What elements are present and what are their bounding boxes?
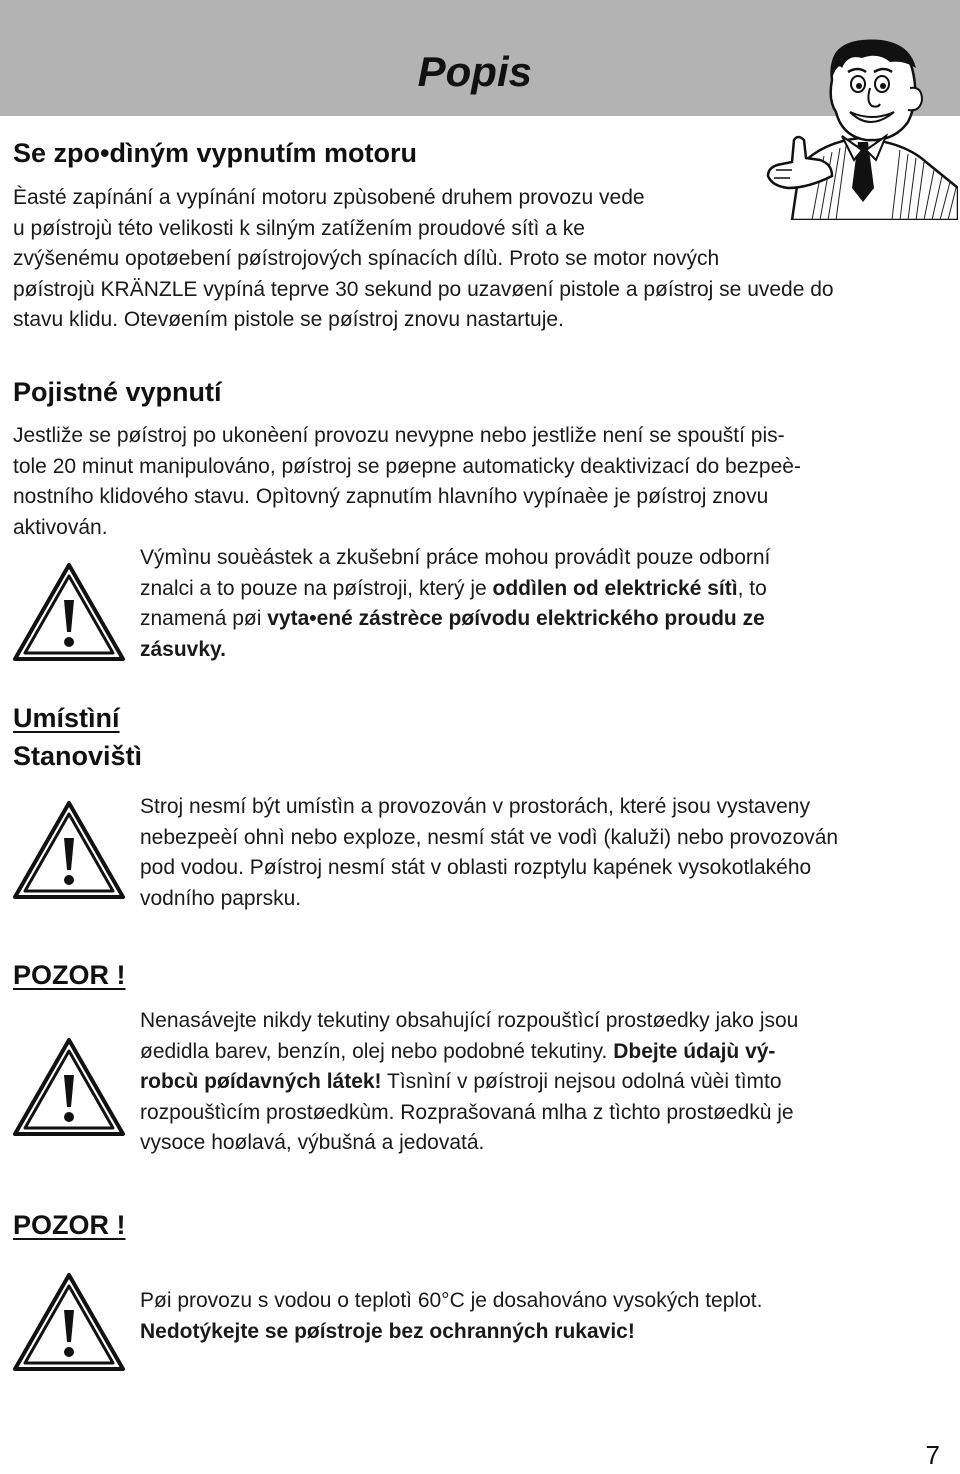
page-number: 7 — [925, 1440, 940, 1470]
text-line: nebezpeèí ohnì nebo exploze, nesmí stát ve vodì (kaluži) nebo provozován — [140, 825, 839, 849]
text-line: stavu klidu. Otevøením pistole se pøístroj znovu nastartuje. — [13, 308, 564, 332]
page-title: Popis — [417, 48, 532, 95]
paragraph-auto-off-cont — [13, 275, 953, 336]
text-line: vodního paprsku. — [140, 886, 302, 910]
warning-triangle-icon — [12, 562, 126, 662]
section-heading-auto-off: Se zpo•dìným vypnutím motoru — [13, 138, 417, 168]
text-line: znamená pøi vyta•ené zástrèce pøívodu elektrického proudu ze — [140, 607, 765, 631]
text-line: zvýšenému opotøebení pøístrojových spínacích dílù. Proto se motor nových — [13, 247, 720, 271]
text-line: pøístrojù KRÄNZLE vypíná teprve 30 sekund po uzavøení pistole a pøístroj se uvede do — [13, 277, 834, 301]
paragraph-placement — [140, 792, 950, 914]
section-heading-safety-off: Pojistné vypnutí — [13, 377, 222, 407]
text-line: øedidla barev, benzín, olej nebo podobné tekutiny. Dbejte údajù vý- — [140, 1039, 776, 1063]
paragraph-caution-solvents — [140, 1006, 950, 1159]
paragraph-auto-off — [13, 183, 773, 275]
paragraph-safety-off — [13, 421, 953, 543]
text-line: Nenasávejte nikdy tekutiny obsahující rozpouštìcí prostøedky jako jsou — [140, 1009, 799, 1032]
text-line: aktivován. — [13, 515, 108, 539]
text-line: Stroj nesmí být umístìn a provozován v prostorách, které jsou vystaveny — [140, 795, 810, 818]
text-line: Pøi provozu s vodou o teplotì 60°C je dosahováno vysokých teplot. — [140, 1289, 763, 1312]
caution-heading-hot: POZOR ! — [13, 1210, 126, 1240]
mascot-man-thumbs-up-icon — [762, 38, 958, 220]
text-line: pod vodou. Pøístroj nesmí stát v oblasti rozptylu kapének vysokotlakého — [140, 856, 812, 880]
text-line: zásuvky. — [140, 637, 226, 661]
text-line: Èasté zapínání a vypínání motoru zpùsobené druhem provozu vede — [13, 186, 645, 209]
text-line: Jestliže se pøístroj po ukonèení provozu nevypne nebo jestliže není se spouští pis- — [13, 424, 785, 447]
section-heading-placement-2: Stanovištì — [13, 741, 143, 771]
text-line: vysoce hoølavá, výbušná a jedovatá. — [140, 1131, 485, 1155]
text-line: u pøístrojù této velikosti k silným zatížením proudové sítì a ke — [13, 216, 585, 240]
text-line: Výmìnu souèástek a zkušební práce mohou provádìt pouze odborní — [140, 546, 771, 569]
paragraph-caution-hot — [140, 1286, 950, 1347]
text-line: nostního klidového stavu. Opìtovný zapnutím hlavního vypínaèe je pøístroj znovu — [13, 485, 769, 509]
warning-triangle-icon — [12, 1272, 126, 1372]
warning-triangle-icon — [12, 800, 126, 900]
text-line: znalci a to pouze na pøístroji, který je oddìlen od elektrické sítì, to — [140, 576, 767, 600]
text-line: rozpouštìcím prostøedkùm. Rozprašovaná mlha z tìchto prostøedkù je — [140, 1100, 794, 1124]
section-heading-placement-1: Umístìní — [13, 703, 120, 733]
caution-heading-solvents: POZOR ! — [13, 960, 126, 990]
paragraph-repair-warning — [140, 543, 950, 665]
text-line: tole 20 minut manipulováno, pøístroj se pøepne automaticky deaktivizací do bezpeè- — [13, 454, 801, 478]
warning-triangle-icon — [12, 1037, 126, 1137]
text-line: Nedotýkejte se pøístroje bez ochranných rukavic! — [140, 1319, 635, 1343]
text-line: robcù pøídavných látek! Tìsnìní v pøístroji nejsou odolná vùèi tìmto — [140, 1070, 782, 1094]
